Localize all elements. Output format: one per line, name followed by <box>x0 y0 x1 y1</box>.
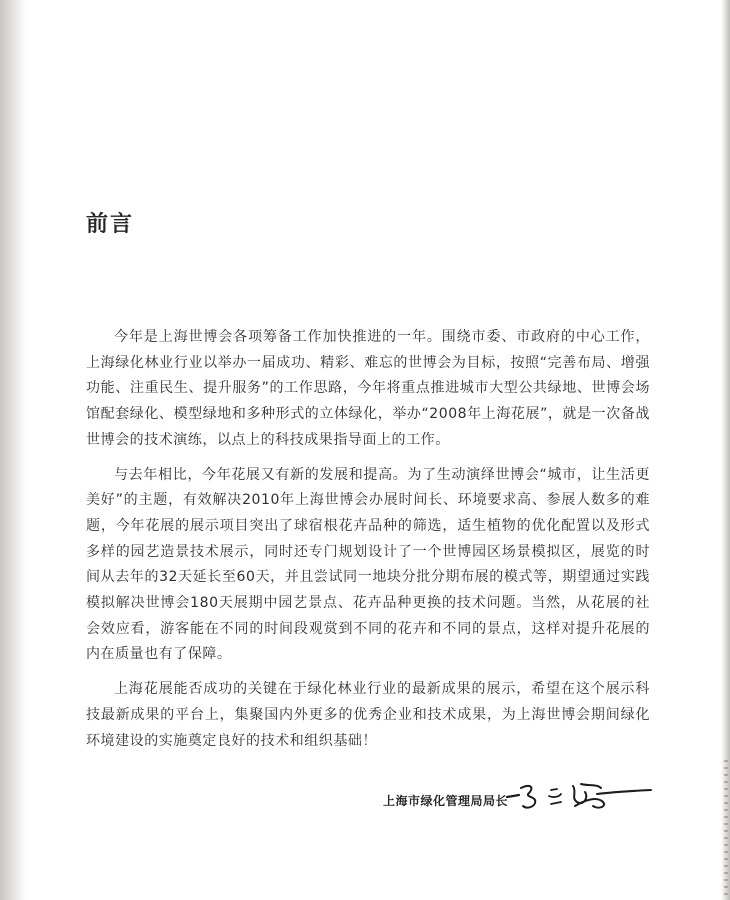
page-edge-marks <box>724 760 728 900</box>
paragraph-3: 上海花展能否成功的关键在于绿化林业行业的最新成果的展示，希望在这个展示科技最新成果的平台上，集聚国内外更多的优秀企业和技术成果，为上海世博会期间绿化环境建设的实施奠定良好的技术和组织基础！ <box>86 681 650 749</box>
paragraph-1: 今年是上海世博会各项筹备工作加快推进的一年。围绕市委、市政府的中心工作，上海绿化林业行业以举办一届成功、精彩、难忘的世博会为目标，按照“完善布局、增强功能、注重民生、提升服务”的工作思路，今年将重点推进城市大型公共绿地、世博会场馆配套绿化、模型绿地和多种形式的立体绿化，举办“2008年上海花展”，就是一次备战世博会的技术演练，以点上的科技成果指导面上的工作。 <box>86 329 650 448</box>
signature-block <box>383 776 653 816</box>
page-title: 前言 <box>86 211 135 237</box>
preface-body <box>86 325 650 763</box>
handwritten-signature <box>505 776 653 816</box>
signer-title: 上海市绿化管理局局长 <box>383 794 509 808</box>
paragraph-2: 与去年相比，今年花展又有新的发展和提高。为了生动演绎世博会“城市，让生活更美好”的主题，有效解决2010年上海世博会办展时间长、环境要求高、参展人数多的难题，今年花展的展示项目突出了球宿根花卉品种的筛选，适生植物的优化配置以及形式多样的园艺造景技术展示，同时还专门规划设计了一个世博园区场景模拟区，展览的时间从去年的32天延长至60天，并且尝试同一地块分批分期布展的模式等，期望通过实践模拟解决世博会180天展期中园艺景点、花卉品种更换的技术问题。当然，从花展的社会效应看，游客能在不同的时间段观赏到不同的花卉和不同的景点，这样对提升花展的内在质量也有了保障。 <box>86 466 650 663</box>
book-gutter-shadow <box>0 0 26 900</box>
